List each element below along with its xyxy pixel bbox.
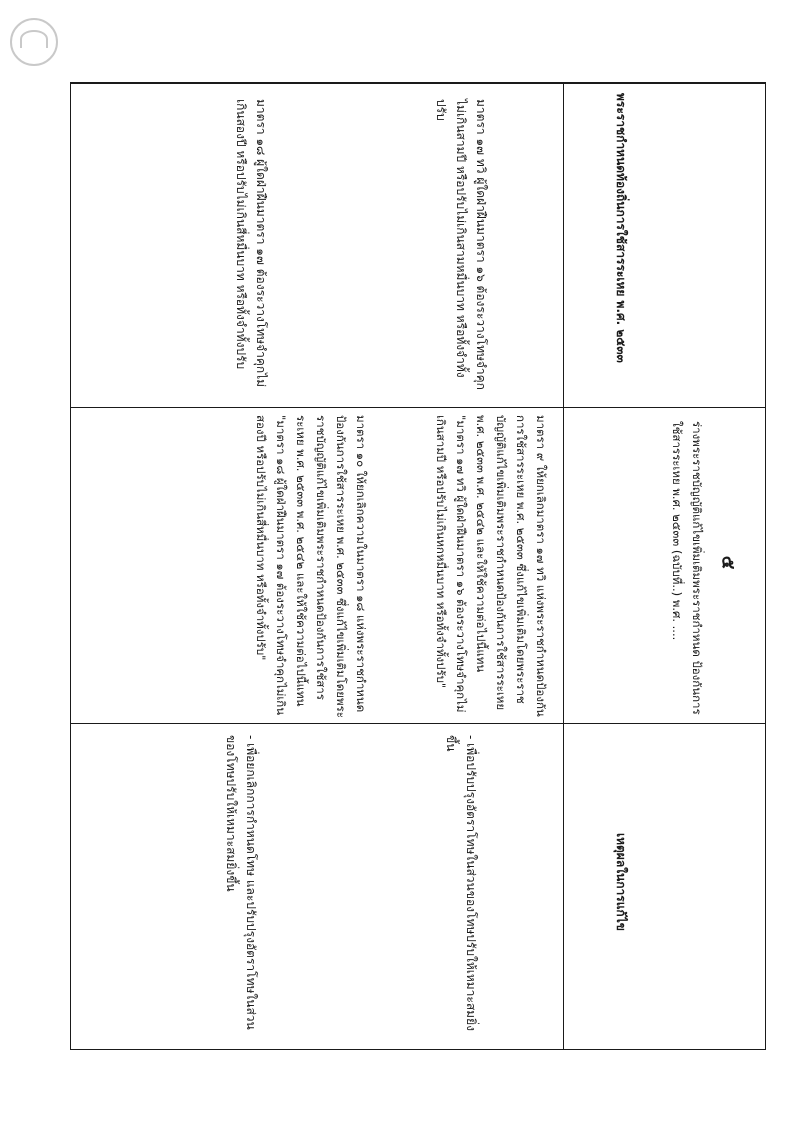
row1-col1: มาตรา ๑๗ ทวิ ผู้ใดฝ่าฝืนมาตรา ๑๖ ต้องระวางโทษจำคุกไม่เกินสามปี หรือปรับไม่เกินสามหมื่นบาท หรือทั้งจำทั้งปรับ — [434, 99, 488, 390]
comparison-table — [70, 82, 766, 1050]
divider-header-row — [563, 83, 564, 1049]
divider-col1-col2 — [71, 407, 765, 408]
row2-col1: มาตรา ๑๘ ผู้ใดฝ่าฝืนมาตรา ๑๗ ต้องระวางโทษจำคุกไม่เกินสองปี หรือปรับไม่เกินสี่หมื่นบาท หรือทั้งจำทั้งปรับ — [234, 99, 268, 388]
header-col3: เหตุผลในการแก้ไข — [614, 833, 628, 931]
header-col1: พระราชกำหนดท้องถิ่นการใช้สารระเหย พ.ศ. ๒๕๓๓ — [614, 93, 628, 363]
header-col2: ร่างพระราชบัญญัติแก้ไขเพิ่มเติมพระราชกำหนด ป้องกันการใช้สารระเหย พ.ศ. ๒๕๓๓ (ฉบับที่..) พ.ศ. .... — [670, 421, 704, 715]
row2-col2: มาตรา ๑๐ ให้ยกเลิกความในมาตรา ๑๘ แห่งพระราชกำหนดป้องกันการใช้สารระเหย พ.ศ. ๒๕๓๓ ซึ่งแก้ไขเพิ่มเติมโดยพระราชบัญญัติแก้ไขเพิ่มเติมพระราชกำหนดป้องกันการใช้สารระเหย พ.ศ. ๒๕๓๓ พ.ศ. ๒๕๔๒ และให้ใช้ความต่อไปนี้แทน "มาตรา ๑๘ ผู้ใดฝ่าฝืนมาตรา ๑๗ ต้องระวางโทษจำคุกไม่เกินสองปี หรือปรับไม่เกินสี่หมื่นบาท หรือทั้งจำทั้งปรับ" — [254, 415, 368, 718]
divider-col2-col3 — [71, 723, 765, 724]
row1-col2: มาตรา ๙ ให้ยกเลิกมาตรา ๑๗ ทวิ แห่งพระราชกำหนดป้องกันการใช้สารระเหย พ.ศ. ๒๕๓๓ ซึ่งแก้ไขเพิ่มเติมโดยพระราชบัญญัติแก้ไขเพิ่มเติมพระราชกำหนดป้องกันการใช้สารระเหย พ.ศ. ๒๕๓๓ พ.ศ. ๒๕๔๒ และให้ใช้ความต่อไปนี้แทน "มาตรา ๑๗ ทวิ ผู้ใดฝ่าฝืนมาตรา ๑๖ ต้องระวางโทษจำคุกไม่เกินสามปี หรือปรับไม่เกินหกหมื่นบาท หรือทั้งจำทั้งปรับ" — [434, 415, 548, 717]
row1-col3: - เพื่อปรับปรุงอัตราโทษในส่วนของโทษปรับให้เหมาะสมยิ่งขึ้น — [444, 735, 478, 1031]
row2-col3: - เพื่อยกเลิกการกำหนดโทษ และปรับปรุงอัตราโทษในส่วนของโทษปรับให้เหมาะสมยิ่งขึ้น — [224, 735, 258, 1030]
page-number: ๕ — [717, 555, 739, 570]
stamp-mark — [20, 30, 48, 48]
